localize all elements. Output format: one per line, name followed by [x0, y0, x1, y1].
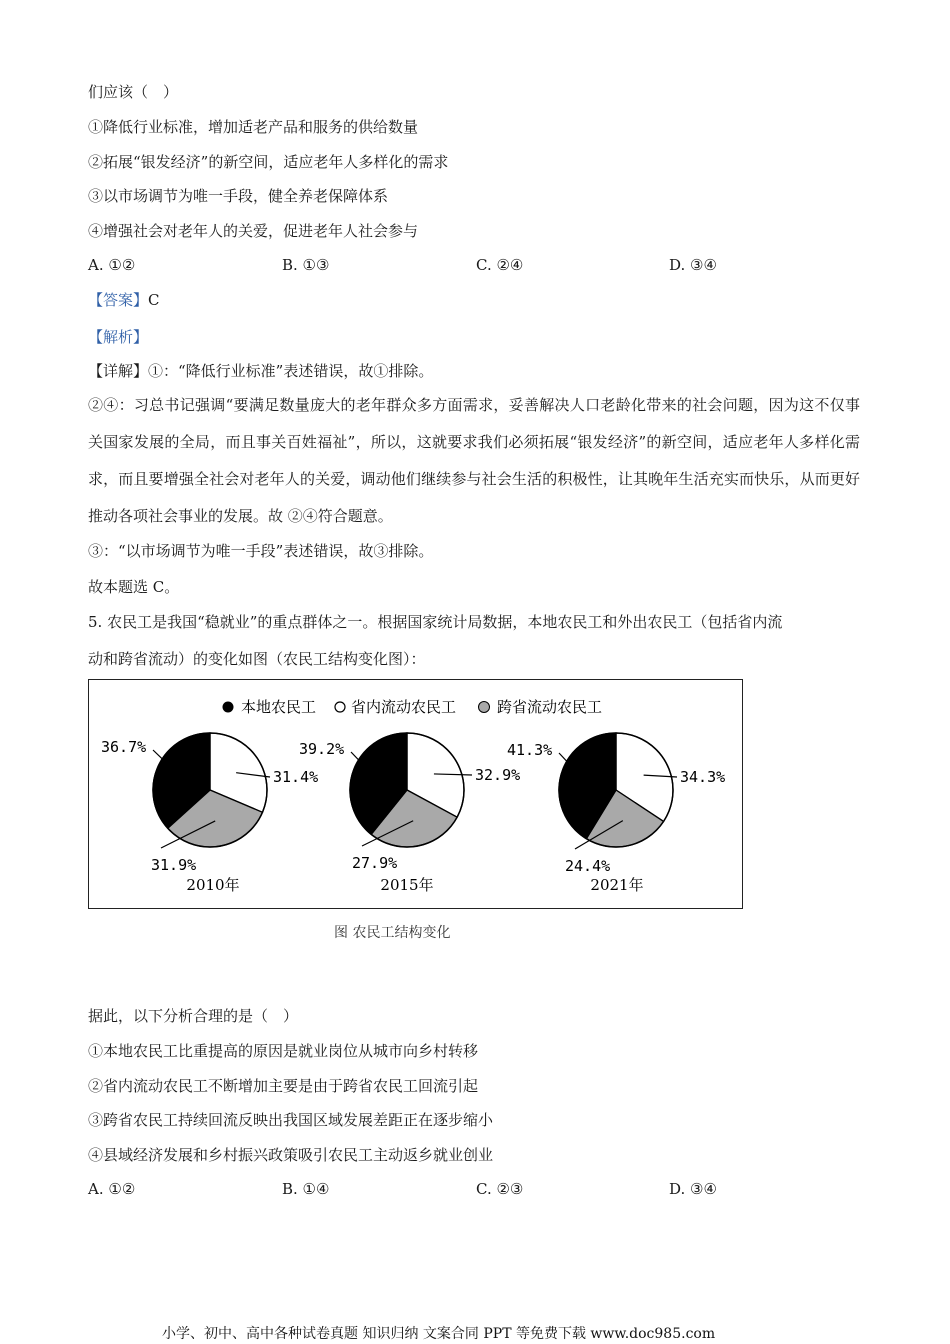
q4-item-1: ①降低行业标准，增加适老产品和服务的供给数量 — [88, 118, 419, 136]
data-label-inter-2: 24.4% — [565, 857, 611, 875]
q5-option-b: B. ①④ — [282, 1180, 330, 1198]
q4-conclusion: 故本题选 C。 — [88, 578, 180, 596]
q4-option-d: D. ③④ — [669, 256, 717, 274]
legend-label-intra: 省内流动农民工 — [351, 698, 457, 716]
detail-label: 【详解】 — [88, 362, 149, 380]
year-label-2: 2021年 — [590, 876, 644, 894]
data-label-intra-0: 31.4% — [273, 768, 319, 786]
q4-item-2: ②拓展“银发经济”的新空间，适应老年人多样化的需求 — [88, 153, 449, 171]
q5-stem-line-2: 动和跨省流动）的变化如图（农民工结构变化图）： — [88, 650, 426, 668]
legend-label-inter: 跨省流动农民工 — [497, 698, 603, 716]
legend-marker-local — [223, 702, 234, 713]
q5-option-a: A. ①② — [88, 1180, 136, 1198]
year-label-0: 2010年 — [186, 876, 240, 894]
q5-option-d: D. ③④ — [669, 1180, 717, 1198]
q5-item-2: ②省内流动农民工不断增加主要是由于跨省农民工回流引起 — [88, 1077, 479, 1095]
legend-marker-intra — [335, 702, 345, 712]
q4-item-3: ③以市场调节为唯一手段，健全养老保障体系 — [88, 187, 389, 205]
answer-label: 【答案】 — [88, 291, 149, 309]
data-label-local-1: 39.2% — [299, 740, 345, 758]
data-label-local-0: 36.7% — [101, 738, 147, 756]
footer-banner: 小学、初中、高中各种试卷真题 知识归纳 文案合同 PPT 等免费下载 www.doc985.com — [162, 1326, 716, 1342]
q5-item-1: ①本地农民工比重提高的原因是就业岗位从城市向乡村转移 — [88, 1042, 479, 1060]
q5-item-4: ④县域经济发展和乡村振兴政策吸引农民工主动返乡就业创业 — [88, 1146, 494, 1164]
data-label-intra-2: 34.3% — [680, 768, 726, 786]
data-label-inter-1: 27.9% — [352, 854, 398, 872]
data-label-inter-0: 31.9% — [151, 856, 197, 874]
pie-charts-svg — [89, 680, 741, 907]
analysis-label: 【解析】 — [88, 328, 149, 346]
q5-option-c: C. ②③ — [476, 1180, 524, 1198]
year-label-1: 2015年 — [380, 876, 434, 894]
q4-option-a: A. ①② — [88, 256, 136, 274]
q4-option-b: B. ①③ — [282, 256, 330, 274]
q4-detail-2: ②④：习总书记强调“要满足数量庞大的老年群众多方面需求，妥善解决人口老龄化带来的社会问题，因为这不仅事关国家发展的全局，而且事关百姓福祉”，所以，这就要求我们必须拓展“银发经济”的新空间，适应老年人多样化需求，而且要增强全社会对老年人的关爱，调动他们继续参与社会生活的积极性，让其晚年生活充实而快乐，从而更好推动各项社会事业的发展。故 ②④符合题意。 — [88, 396, 860, 525]
figure-caption: 图 农民工结构变化 — [334, 925, 451, 941]
data-label-local-2: 41.3% — [507, 741, 553, 759]
q4-detail-1 — [88, 361, 433, 381]
q5-item-3: ③跨省农民工持续回流反映出我国区域发展差距正在逐步缩小 — [88, 1111, 494, 1129]
q4-stem-tail: 们应该（ ） — [88, 83, 179, 101]
answer-value: C — [148, 291, 160, 309]
data-label-intra-1: 32.9% — [475, 766, 521, 784]
q4-item-4: ④增强社会对老年人的关爱，促进老年人社会参与 — [88, 222, 419, 240]
legend-label-local: 本地农民工 — [241, 698, 317, 716]
q5-stem-line-1: 5. 农民工是我国“稳就业”的重点群体之一。根据国家统计局数据，本地农民工和外出农民工（包括省内流 — [88, 613, 783, 631]
pie-chart-figure — [88, 679, 743, 909]
detail-1-text: ①：“降低行业标准”表述错误，故①排除。 — [148, 362, 434, 380]
q4-detail-3: ③：“以市场调节为唯一手段”表述错误，故③排除。 — [88, 542, 434, 560]
q5-question: 据此，以下分析合理的是（ ） — [88, 1007, 299, 1025]
q4-answer — [88, 290, 160, 310]
q4-option-c: C. ②④ — [476, 256, 524, 274]
legend-marker-inter — [479, 702, 490, 713]
